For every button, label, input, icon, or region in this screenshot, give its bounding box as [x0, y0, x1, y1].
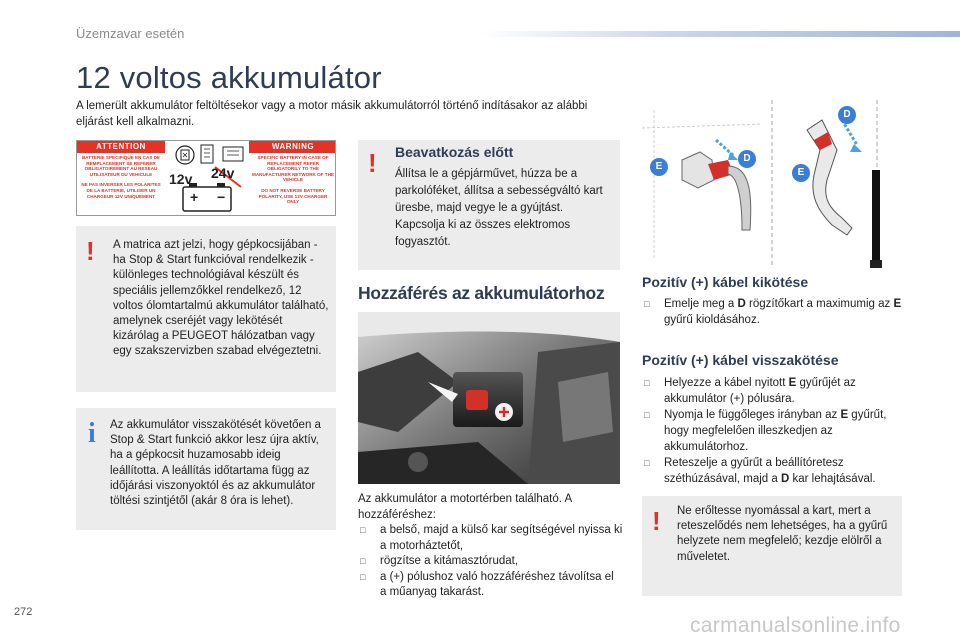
battery-warning-label [76, 140, 336, 216]
ring-e-ref: E [840, 409, 849, 421]
step-text: Helyezze a kábel nyitott [664, 377, 789, 389]
list-item [642, 407, 904, 455]
page-title: 12 voltos akkumulátor [76, 60, 382, 95]
step-text: kar lehajtásával. [789, 473, 876, 485]
lever-d-ref: D [780, 473, 790, 485]
watermark: carmanualsonline.info [690, 614, 901, 637]
ring-e-ref: E [893, 298, 902, 310]
positive-disconnect-title: Pozitív (+) kábel kikötése [642, 274, 809, 290]
label-french-text-2: NE PAS INVERSER LES POLARITES DE LA BATTERIE, UTILISER UN CHARGEUR 12V UNIQUEMENT [81, 182, 161, 199]
step-text: gyűrű kioldásához. [664, 314, 760, 326]
lever-d-ref: D [737, 298, 746, 310]
list-item: □ a belső, majd a külső kar segítségével nyissa ki a motorháztetőt, [358, 523, 623, 554]
engine-bay-illustration [358, 312, 620, 484]
step-text: Nyomja le függőleges irányban az [664, 409, 841, 421]
callout-e-right: E [792, 164, 810, 182]
list-item [642, 296, 904, 328]
list-item [642, 455, 904, 487]
warning-note-text: A matrica azt jelzi, hogy gépkocsijában - ha Stop & Start funkcióval rendelkezik - különleges technológiával készült és speciális jellemzőkkel rendelkező, 12 voltos ólomtartalmú akkumulátor található, amelynek cseréjét vagy lekötését kizárólag a PEUGEOT hálózatban vagy egy szakszervizben szabad elvégeztetni. [113, 239, 329, 358]
warning-note-lever [642, 496, 902, 596]
label-english-text-1: SPECIFIC BATTERY IN CASE OF REPLACEMENT REFER OBLIGATORILY TO THE MANUFACTURER NETWORK OF THE VEHICLE [252, 155, 334, 183]
header-gradient-bar [480, 31, 960, 37]
label-minus-terminal: − [217, 189, 226, 205]
label-french-text-1: BATTERIE SPECIFIQUE EN CAS DE REMPLACEMENT SE REFERER OBLIGATOIREMENT AU RESEAU UTILISATEUR DU VEHICULE [81, 155, 161, 177]
terminal-clamp-illustration [642, 100, 904, 268]
access-intro: Az akkumulátor a motortérben található. A hozzáféréshez: [358, 493, 572, 521]
engine-bay-photo [358, 312, 620, 484]
callout-d-right: D [838, 106, 856, 124]
label-plus-terminal: + [190, 189, 199, 205]
label-french-column [77, 141, 165, 216]
step-text: Emelje meg a [664, 298, 738, 310]
positive-disconnect-steps [642, 296, 904, 328]
info-note-text: Az akkumulátor visszakötését követően a Stop & Start funkció akkor lesz újra aktív, ha a gépkocsit huzamosabb ideig leállította. A leállítás időtartama függ az időjárási viszonyoktól és az akkumulátor töltési szintjétől (akár 8 óra is lehet). [110, 419, 321, 508]
exclamation-icon: ! [652, 506, 661, 536]
label-attention-heading: ATTENTION [77, 141, 165, 153]
callout-e-left: E [650, 158, 668, 176]
warning-note-stop-start [76, 226, 336, 392]
section-header: Üzemzavar esetén [76, 26, 185, 41]
step-text: gyűrűt, hogy megfelelően illeszkedjen az akkumulátorhoz. [664, 409, 887, 453]
label-12v: 12v [169, 171, 193, 187]
step-text: rögzítőkart a maximumig az [745, 298, 894, 310]
warning-note-lever-text: Ne erőltesse nyomással a kart, mert a reteszelődés nem lehetséges, ha a gyűrű helyzete nem megfelelő; kezdje elölről a műveletet. [677, 505, 888, 563]
positive-reconnect-steps [642, 375, 904, 487]
page-number: 272 [14, 606, 33, 618]
intro-paragraph: A lemerült akkumulátor feltöltésekor vagy a motor másik akkumulátorról történő indításakor az alábbi eljárást kell alkalmazni. [76, 100, 588, 128]
label-warning-heading: WARNING [249, 141, 336, 153]
info-note-reconnect [76, 408, 336, 530]
before-intervention-title: Beavatkozás előtt [395, 144, 514, 160]
ring-e-ref: E [788, 377, 797, 389]
label-24v: 24v [211, 165, 235, 181]
exclamation-icon: ! [86, 236, 95, 266]
list-item: □ rögzítse a kitámasztórudat, [358, 554, 623, 570]
list-item: □ a (+) pólushoz való hozzáféréshez távolítsa el a műanyag takarást. [358, 570, 623, 601]
callout-d-left: D [738, 150, 756, 168]
label-english-column [249, 141, 336, 216]
access-battery-title: Hozzáférés az akkumulátorhoz [358, 283, 605, 303]
before-intervention-text: Állítsa le a gépjárművet, húzza be a parkolóféket, állítsa a sebességváltó kart üresbe, majd vegye le a gyújtást. Kapcsolja ki az összes elektromos fogyasztót. [395, 168, 603, 248]
label-english-text-2: DO NOT REVERSE BATTERY POLARITY, USE 12V CHARGER ONLY [258, 187, 328, 205]
access-steps-list [358, 523, 623, 601]
info-icon: i [88, 418, 96, 449]
step-text: gyűrűjét az akkumulátor (+) pólusára. [664, 377, 856, 405]
exclamation-icon: ! [368, 148, 377, 178]
positive-reconnect-title: Pozitív (+) kábel visszakötése [642, 352, 839, 368]
list-item [642, 375, 904, 407]
label-battery-pictogram [165, 141, 249, 216]
access-instructions [358, 492, 623, 601]
battery-terminal-diagram [642, 100, 904, 268]
step-text: Reteszelje a gyűrűt a beállítóretesz széthúzásával, majd a [664, 457, 844, 485]
